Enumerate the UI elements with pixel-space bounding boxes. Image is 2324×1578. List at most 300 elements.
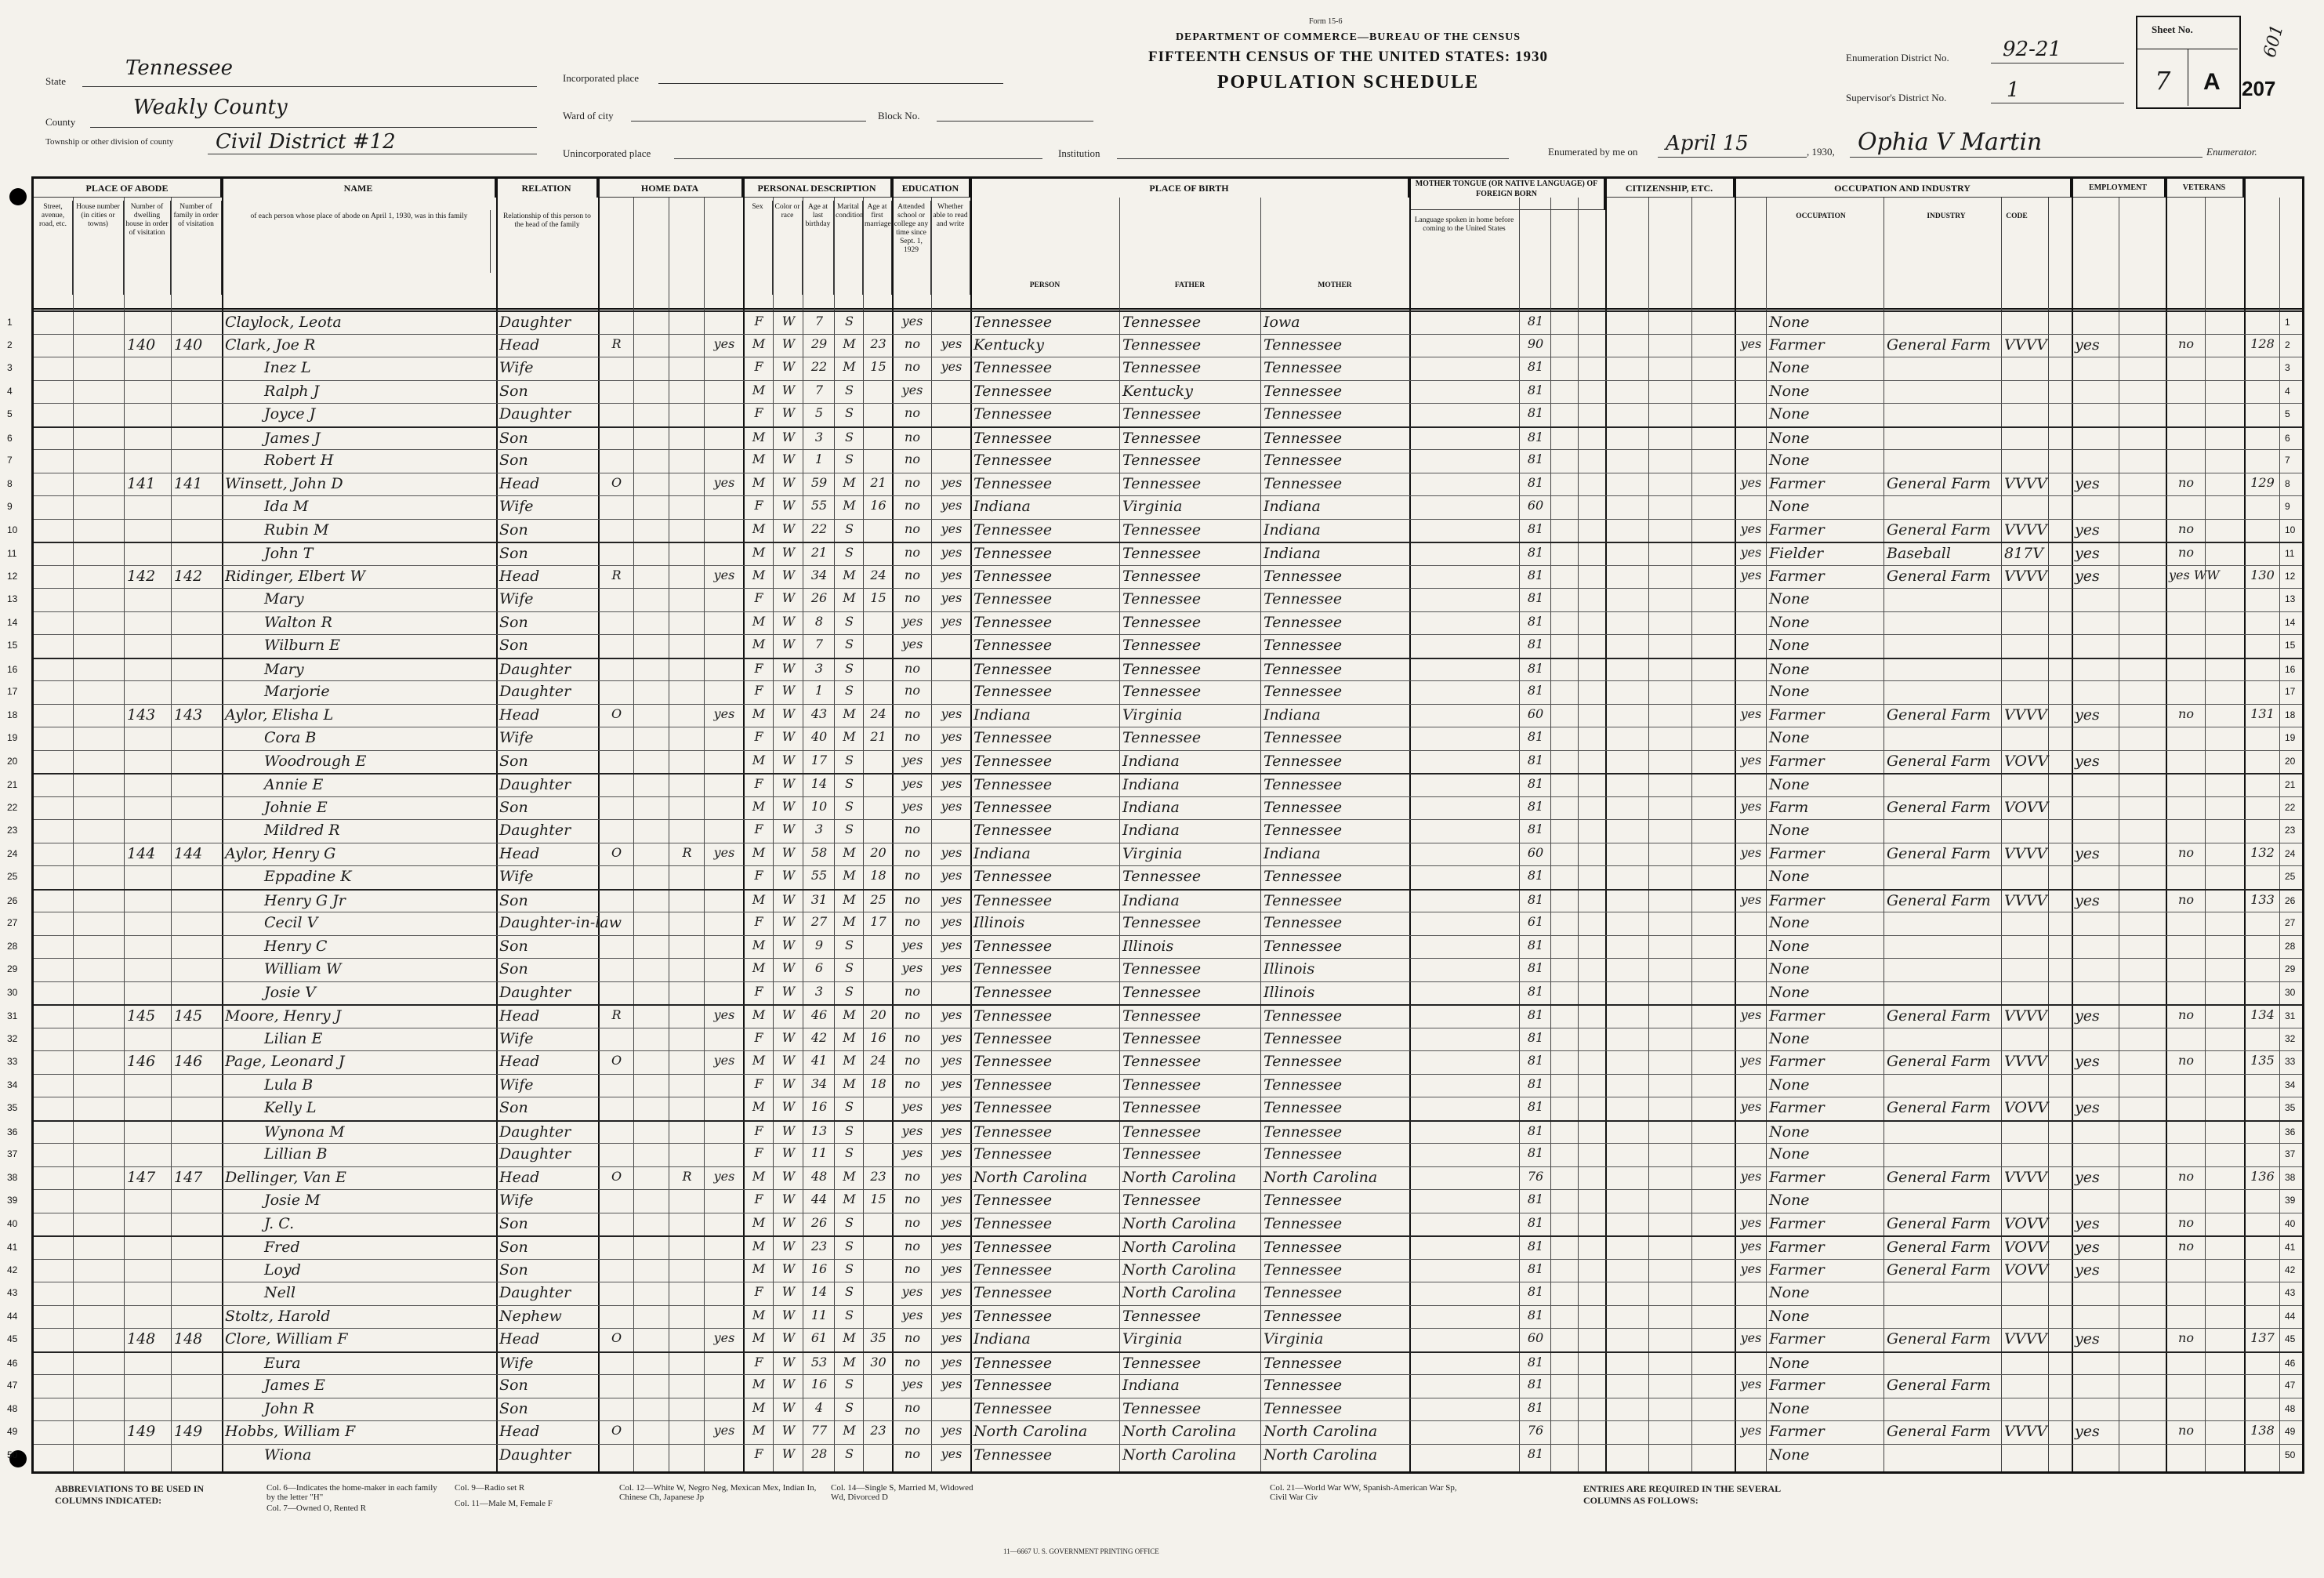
cell-fb: Tennessee [1122, 613, 1202, 631]
cell-fb: Tennessee [1122, 567, 1202, 585]
cell-ind: General Farm [1887, 1099, 1991, 1116]
cell-sch: yes [901, 937, 923, 952]
cell-fb: Tennessee [1122, 521, 1202, 539]
cell-mar: S [845, 382, 854, 397]
cell-occ: None [1769, 452, 1810, 469]
cell-sch: no [905, 1330, 920, 1345]
cell-mb: Tennessee [1264, 336, 1343, 354]
table-row [7, 1004, 2302, 1028]
col-age: Age at last birthday [803, 201, 834, 295]
cell-fb: Tennessee [1122, 1307, 1202, 1325]
cell-code: 81 [1527, 683, 1544, 698]
cell-mb: Tennessee [1264, 1007, 1343, 1025]
cell-race: W [781, 336, 796, 351]
cell-mb: Tennessee [1264, 637, 1343, 654]
cell-vet: no [2178, 1007, 2194, 1022]
cell-sch: no [905, 1239, 920, 1253]
cell-am: 35 [870, 1330, 886, 1345]
cell-name: John R [264, 1399, 314, 1417]
cell-mb: Tennessee [1264, 1399, 1343, 1417]
cell-occ: Farmer [1769, 521, 1825, 539]
table-row [7, 912, 2302, 935]
cell-name: Cecil V [264, 914, 318, 931]
line-number: 29 [7, 963, 18, 974]
ward-label: Ward of city [563, 110, 614, 122]
cell-name: Josie M [264, 1192, 321, 1209]
line-number: 30 [2285, 986, 2296, 998]
cell-bp: Tennessee [973, 960, 1053, 978]
cell-ind: General Farm [1887, 1377, 1991, 1394]
line-number: 26 [7, 894, 18, 906]
cell-oc: VOVV [2004, 1214, 2049, 1232]
cell-am: 20 [870, 1007, 886, 1022]
cell-race: W [781, 729, 796, 744]
cell-mb: Tennessee [1264, 382, 1343, 400]
line-number: 46 [7, 1357, 18, 1369]
line-number: 6 [7, 432, 13, 444]
cell-sex: F [754, 683, 763, 698]
cell-bp: Tennessee [973, 1029, 1053, 1047]
cell-mar: S [845, 798, 854, 814]
supervisor-value: 1 [2007, 78, 2020, 102]
cell-rd: yes [941, 1145, 963, 1160]
cell-race: W [781, 1330, 796, 1345]
cell-fam: 142 [174, 567, 203, 585]
cell-occ: None [1769, 1145, 1810, 1163]
cell-fb: Tennessee [1122, 683, 1202, 700]
cell-occ: Farm [1769, 798, 1809, 816]
cell-oc: VOVV [2004, 1239, 2049, 1256]
cell-sex: M [752, 521, 766, 536]
cell-sch: no [905, 590, 920, 605]
cell-rel: Head [499, 567, 540, 585]
line-number: 21 [2285, 779, 2296, 790]
cell-race: W [781, 798, 796, 814]
cell-sch: no [905, 1354, 920, 1369]
group-mother-tongue: MOTHER TONGUE (OR NATIVE LANGUAGE) OF FOREIGN BORN [1409, 179, 1605, 210]
line-number: 10 [2285, 524, 2296, 535]
cell-home: O [611, 1168, 622, 1184]
line-number: 4 [2285, 385, 2290, 397]
cell-age: 23 [810, 1239, 828, 1253]
cell-am: 18 [870, 1076, 886, 1091]
cell-vet: no [2178, 706, 2194, 721]
cell-sch: no [905, 1168, 920, 1184]
cell-mb: Indiana [1264, 844, 1321, 862]
cell-vet: no [2178, 336, 2194, 351]
cell-fb: Tennessee [1122, 983, 1202, 1001]
cell-rd: yes [941, 1261, 963, 1276]
table-row [7, 1235, 2302, 1259]
line-number: 24 [7, 847, 18, 859]
cell-sex: M [752, 567, 766, 582]
cell-mar: M [843, 1076, 856, 1091]
cell-am: 16 [870, 498, 886, 513]
col-code: CODE [2006, 212, 2028, 220]
group-name: NAME [222, 179, 496, 198]
cell-fb: Tennessee [1122, 914, 1202, 931]
cell-sch: no [905, 844, 920, 860]
line-number: 18 [7, 709, 18, 720]
col-name: of each person whose place of abode on April 1, 1930, was in this family [228, 210, 491, 273]
cell-mar: S [845, 1214, 854, 1230]
cell-farm: yes [713, 474, 735, 490]
cell-name: Henry G Jr [264, 891, 346, 909]
line-number: 43 [2285, 1287, 2296, 1298]
cell-occ: None [1769, 314, 1810, 331]
footer-col7: Col. 7—Owned O, Rented R [266, 1504, 367, 1513]
cell-occ: Farmer [1769, 844, 1825, 862]
cell-code: 81 [1527, 1239, 1544, 1253]
footer-col12: Col. 12—White W, Negro Neg, Mexican Mex, Indian In, Chinese Ch, Japanese Jp [619, 1483, 817, 1502]
cell-mb: North Carolina [1264, 1446, 1378, 1464]
line-number: 34 [7, 1079, 18, 1090]
cell-code: 76 [1527, 1423, 1544, 1438]
cell-occ: None [1769, 1399, 1810, 1417]
cell-rel: Daughter-in-law [499, 914, 622, 931]
cell-age: 48 [810, 1168, 828, 1184]
cell-sch: yes [901, 1123, 923, 1138]
cell-work: yes [2075, 752, 2100, 770]
cell-sch: no [905, 1399, 920, 1415]
cell-sex: M [752, 1214, 766, 1230]
cell-mb: Tennessee [1264, 683, 1343, 700]
cell-occ: Farmer [1769, 1214, 1825, 1232]
cell-name: Wilburn E [264, 637, 340, 654]
cell-dw: 144 [127, 844, 156, 862]
cell-sch: no [905, 359, 920, 374]
cell-sch: yes [901, 776, 923, 791]
cell-fam: 141 [174, 474, 203, 492]
cell-rel: Head [499, 1007, 540, 1025]
cell-occ: Farmer [1769, 891, 1825, 909]
cell-code: 81 [1527, 405, 1544, 420]
cell-name: Ralph J [264, 382, 320, 400]
cell-mar: M [843, 844, 856, 860]
sheet-number-box [2136, 16, 2241, 109]
cell-race: W [781, 314, 796, 328]
supervisor-label: Supervisor's District No. [1846, 92, 1947, 103]
line-number: 37 [2285, 1148, 2296, 1159]
line-number: 14 [2285, 616, 2296, 628]
cell-fb: Tennessee [1122, 1029, 1202, 1047]
cell-sex: M [752, 1099, 766, 1114]
table-row [7, 1420, 2302, 1444]
cell-rd: yes [1740, 798, 1762, 814]
cell-sex: F [754, 776, 763, 791]
corner-number: 601 [2260, 22, 2288, 60]
cell-age: 34 [810, 1076, 828, 1091]
cell-sex: M [752, 798, 766, 814]
cell-rd: yes [1740, 1168, 1762, 1184]
line-number: 11 [2285, 548, 2295, 559]
line-number: 22 [7, 801, 18, 813]
table-row [7, 1143, 2302, 1166]
cell-rd: yes [1740, 844, 1762, 860]
cell-rel: Son [499, 637, 528, 654]
cell-mb: Indiana [1264, 521, 1321, 539]
cell-farm: yes [713, 1168, 735, 1184]
cell-bp: Indiana [973, 706, 1031, 724]
table-row [7, 704, 2302, 727]
cell-code: 81 [1527, 1446, 1544, 1461]
cell-fb: Virginia [1122, 1330, 1183, 1348]
cell-mar: M [843, 1423, 856, 1438]
line-number: 23 [2285, 825, 2296, 836]
cell-rel: Head [499, 1330, 540, 1348]
cell-name: Eppadine K [264, 868, 352, 885]
cell-rd: yes [941, 1076, 963, 1091]
cell-rel: Daughter [499, 1145, 571, 1163]
cell-sex: F [754, 498, 763, 513]
line-number: 32 [7, 1032, 18, 1044]
line-number: 15 [7, 640, 18, 651]
cell-age: 10 [810, 798, 828, 814]
cell-mar: M [843, 336, 856, 351]
cell-vet: yes WW [2169, 567, 2220, 582]
cell-dw: 143 [127, 706, 156, 724]
line-number: 44 [2285, 1310, 2296, 1322]
cell-rd: yes [941, 498, 963, 513]
line-number: 40 [2285, 1217, 2296, 1229]
table-row [7, 1189, 2302, 1213]
cell-dw: 142 [127, 567, 156, 585]
cell-age: 27 [810, 914, 828, 929]
cell-oc: VVVV [2004, 891, 2047, 909]
cell-name: Henry C [264, 937, 328, 955]
cell-bp: Tennessee [973, 752, 1053, 770]
cell-age: 3 [814, 983, 824, 999]
cell-occ: Farmer [1769, 474, 1825, 492]
cell-farmno: 129 [2250, 474, 2275, 490]
cell-fb: Tennessee [1122, 660, 1202, 678]
line-number: 48 [7, 1402, 18, 1414]
block-label: Block No. [878, 110, 920, 122]
cell-code: 81 [1527, 1192, 1544, 1206]
cell-age: 6 [814, 960, 824, 975]
footer-col9: Col. 9—Radio set R [455, 1483, 525, 1493]
line-number: 28 [7, 940, 18, 952]
cell-fb: Virginia [1122, 498, 1183, 515]
cell-sex: M [752, 1399, 766, 1415]
cell-name: Eura [264, 1354, 301, 1372]
cell-name: Mildred R [264, 822, 340, 839]
col-family: Number of family in order of visitation [171, 201, 222, 295]
cell-am: 18 [870, 868, 886, 883]
cell-home: O [611, 706, 622, 721]
county-label: County [45, 116, 76, 128]
cell-mar: M [843, 914, 856, 929]
cell-sex: M [752, 545, 766, 560]
cell-am: 23 [870, 1423, 886, 1438]
cell-fb: Virginia [1122, 844, 1183, 862]
cell-age: 44 [810, 1192, 828, 1206]
cell-occ: None [1769, 1284, 1810, 1301]
cell-code: 81 [1527, 868, 1544, 883]
ed-value: 92-21 [2003, 38, 2061, 61]
census-title: FIFTEENTH CENSUS OF THE UNITED STATES: 1930 [1147, 49, 1548, 65]
table-row [7, 843, 2302, 866]
cell-rel: Wife [499, 729, 534, 746]
cell-home: O [611, 1330, 622, 1345]
cell-code: 81 [1527, 960, 1544, 975]
cell-mb: Tennessee [1264, 405, 1343, 423]
cell-occ: None [1769, 683, 1810, 700]
cell-code: 81 [1527, 891, 1544, 907]
table-row [7, 981, 2302, 1005]
cell-mar: M [843, 706, 856, 721]
cell-rel: Son [499, 1239, 528, 1256]
cell-mb: Tennessee [1264, 429, 1343, 447]
cell-name: Woodrough E [264, 752, 367, 770]
enumerated-year: , 1930, [1807, 146, 1835, 158]
cell-rd: yes [1740, 1239, 1762, 1253]
line-number: 6 [2285, 432, 2290, 444]
cell-fb: Kentucky [1122, 382, 1193, 400]
cell-farm: yes [713, 706, 735, 721]
cell-bp: Tennessee [973, 937, 1053, 955]
cell-farm: yes [713, 1423, 735, 1438]
cell-occ: None [1769, 613, 1810, 631]
line-number: 33 [2285, 1056, 2296, 1067]
line-number: 27 [7, 917, 18, 928]
cell-rd: yes [941, 706, 963, 721]
cell-occ: None [1769, 1354, 1810, 1372]
cell-sex: M [752, 706, 766, 721]
cell-sch: no [905, 1446, 920, 1461]
cell-code: 81 [1527, 1099, 1544, 1114]
cell-sex: M [752, 891, 766, 907]
cell-name: Robert H [264, 452, 334, 469]
cell-sch: yes [901, 1284, 923, 1299]
enumerator-name: Ophia V Martin [1858, 129, 2043, 156]
cell-code: 60 [1527, 706, 1544, 721]
cell-am: 20 [870, 844, 886, 860]
cell-race: W [781, 960, 796, 975]
cell-sex: M [752, 637, 766, 651]
cell-sch: no [905, 474, 920, 490]
cell-work: yes [2075, 1214, 2100, 1232]
cell-rel: Son [499, 1377, 528, 1394]
cell-farmno: 134 [2250, 1007, 2275, 1022]
cell-dw: 148 [127, 1330, 156, 1348]
cell-bp: Tennessee [973, 637, 1053, 654]
cell-rd: yes [1740, 891, 1762, 907]
cell-vet: no [2178, 521, 2194, 536]
cell-work: yes [2075, 1239, 2100, 1256]
cell-rd: yes [941, 474, 963, 490]
cell-farmno: 133 [2250, 891, 2275, 907]
cell-code: 81 [1527, 359, 1544, 374]
cell-mar: S [845, 683, 854, 698]
cell-sex: F [754, 660, 763, 676]
cell-occ: Farmer [1769, 752, 1825, 770]
table-row [7, 658, 2302, 681]
cell-occ: Farmer [1769, 336, 1825, 354]
cell-mb: Tennessee [1264, 1076, 1343, 1094]
cell-name: Loyd [264, 1261, 301, 1279]
cell-race: W [781, 1192, 796, 1206]
cell-mb: Tennessee [1264, 868, 1343, 885]
line-number: 3 [7, 362, 13, 373]
cell-race: W [781, 1007, 796, 1022]
cell-rd: yes [1740, 1423, 1762, 1438]
table-row [7, 380, 2302, 404]
cell-age: 55 [810, 868, 828, 883]
cell-rd: yes [941, 1284, 963, 1299]
cell-age: 3 [814, 429, 824, 444]
cell-mar: M [843, 474, 856, 490]
cell-race: W [781, 914, 796, 929]
cell-rel: Daughter [499, 660, 571, 678]
cell-code: 81 [1527, 590, 1544, 605]
cell-age: 11 [810, 1145, 828, 1160]
cell-mar: S [845, 1399, 854, 1415]
cell-fb: Tennessee [1122, 1145, 1202, 1163]
cell-mar: S [845, 1307, 854, 1322]
cell-mar: M [843, 1029, 856, 1045]
cell-rd: yes [1740, 1214, 1762, 1230]
cell-mb: Tennessee [1264, 1284, 1343, 1301]
cell-bp: Tennessee [973, 868, 1053, 885]
cell-rd: yes [1740, 567, 1762, 582]
cell-name: Ridinger, Elbert W [225, 567, 365, 585]
cell-mar: M [843, 729, 856, 744]
cell-bp: Tennessee [973, 798, 1053, 816]
cell-name: Walton R [264, 613, 332, 631]
cell-bp: Tennessee [973, 1377, 1053, 1394]
cell-sch: no [905, 683, 920, 698]
line-number: 33 [7, 1056, 18, 1067]
cell-sex: F [754, 405, 763, 420]
cell-fam: 147 [174, 1168, 203, 1186]
cell-fb: Tennessee [1122, 1053, 1202, 1070]
cell-sch: no [905, 1076, 920, 1091]
table-row [7, 426, 2302, 450]
cell-age: 11 [810, 1307, 828, 1322]
cell-home: O [611, 844, 622, 860]
cell-home: O [611, 1423, 622, 1438]
cell-age: 14 [810, 776, 828, 791]
cell-dw: 149 [127, 1423, 156, 1440]
cell-age: 31 [810, 891, 828, 907]
cell-mar: S [845, 521, 854, 536]
line-number: 32 [2285, 1032, 2296, 1044]
line-number: 7 [7, 455, 13, 466]
cell-occ: Farmer [1769, 1168, 1825, 1186]
line-number: 49 [7, 1426, 18, 1437]
cell-race: W [781, 891, 796, 907]
cell-dw: 147 [127, 1168, 156, 1186]
line-number: 22 [2285, 801, 2296, 813]
cell-am: 21 [870, 474, 886, 490]
cell-name: Lula B [264, 1076, 314, 1094]
table-row [7, 403, 2302, 426]
cell-work: yes [2075, 336, 2100, 354]
cell-sch: no [905, 1007, 920, 1022]
cell-mb: Tennessee [1264, 1239, 1343, 1256]
cell-sch: no [905, 1261, 920, 1276]
cell-code: 81 [1527, 474, 1544, 490]
table-row [7, 889, 2302, 912]
cell-race: W [781, 1099, 796, 1114]
cell-fb: Indiana [1122, 752, 1180, 770]
cell-mar: S [845, 545, 854, 560]
line-number: 2 [7, 339, 13, 350]
cell-work: yes [2075, 1099, 2100, 1116]
table-row [7, 773, 2302, 796]
cell-fb: Tennessee [1122, 452, 1202, 469]
